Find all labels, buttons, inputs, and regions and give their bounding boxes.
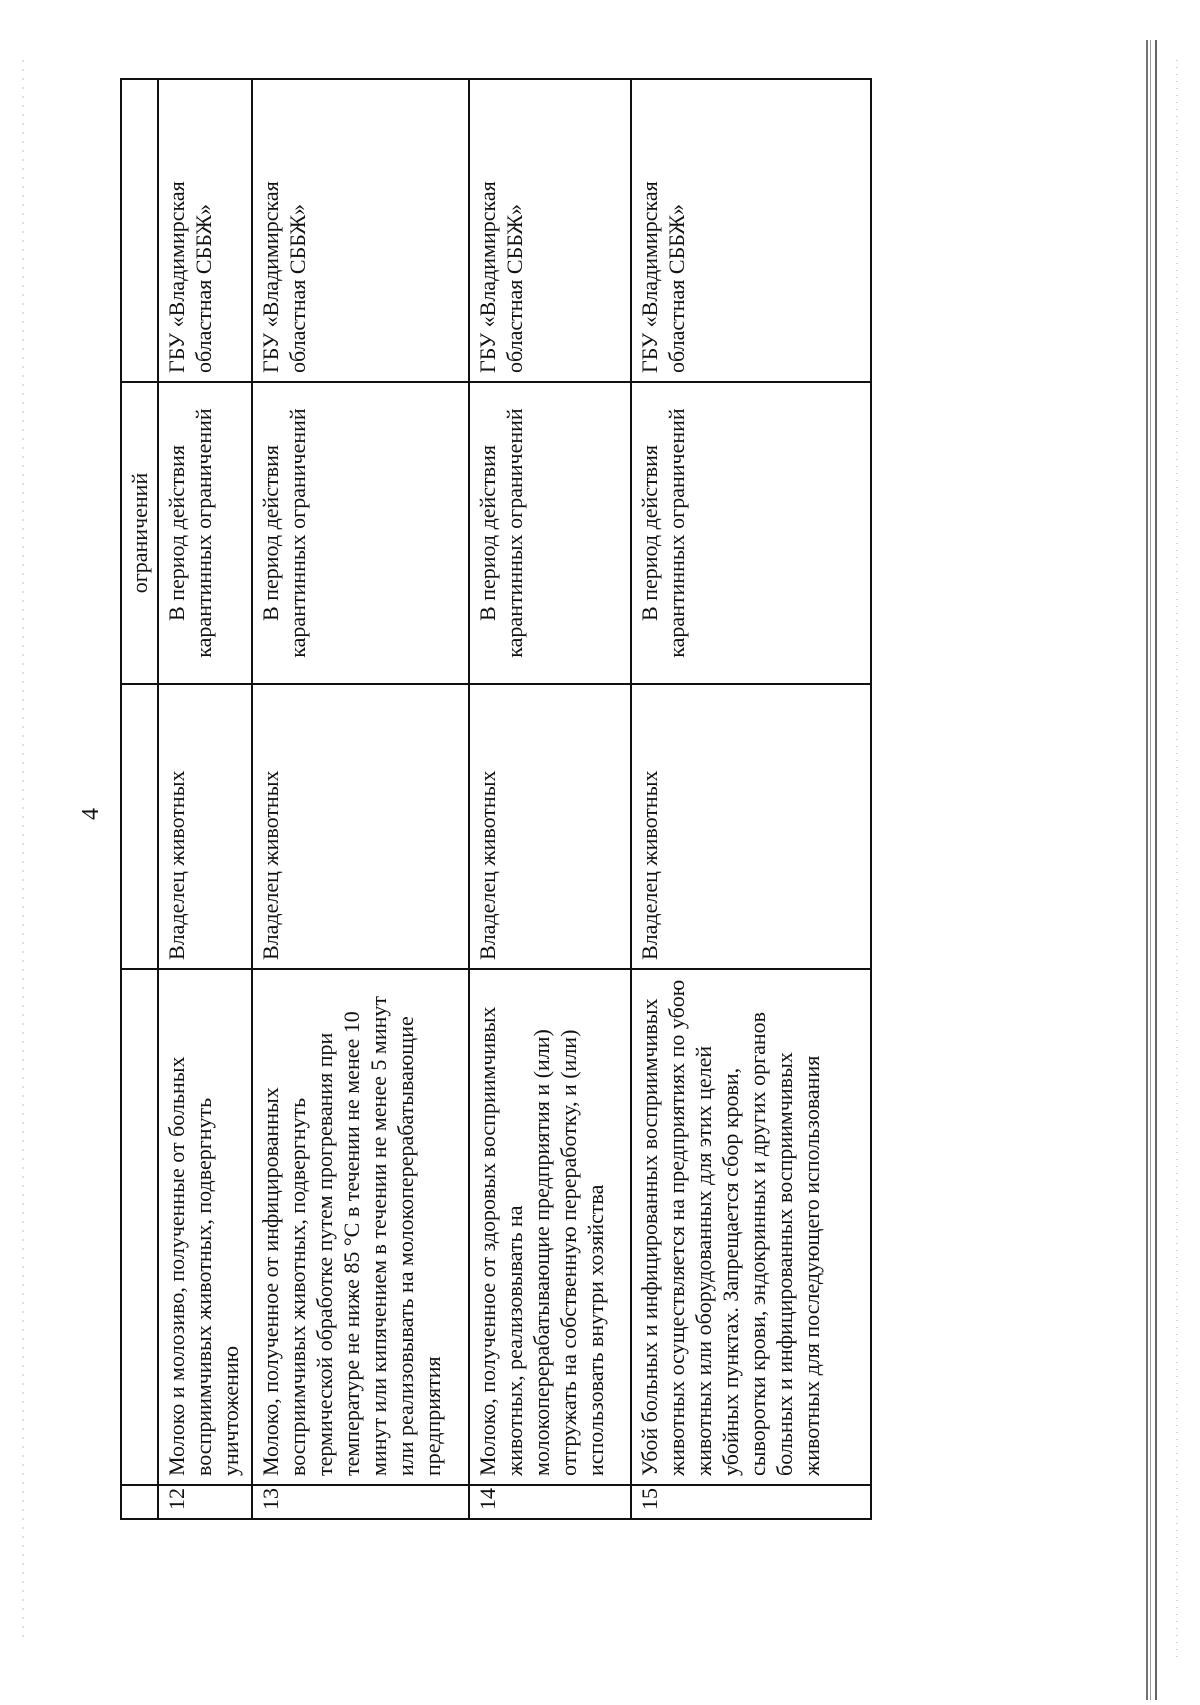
row-number: 13 <box>252 1485 469 1519</box>
measure-text: Убой больных и инфицированных восприимчивых животных осуществляется на предприятиях по убою животных или оборудованных для этих целей убойных пунктах. Запрещается сбор крови, сыворотки крови, эндокринных и других органов больных и инфицированных восприимчивых животных для последующего использования <box>631 969 871 1485</box>
table-header-row <box>121 79 158 1519</box>
table-row <box>158 79 252 1519</box>
header-cell-number <box>121 1485 158 1519</box>
control-text: ГБУ «Владимирская областная СББЖ» <box>252 79 469 382</box>
rotated-document-page <box>78 120 1040 1520</box>
header-cell-measure <box>121 969 158 1485</box>
measure-text: Молоко, полученное от здоровых восприимчивых животных, реализовывать на молокоперерабатывающие предприятия и (или) отгружать на собственную переработку, и (или) использовать внутри хозяйства <box>469 969 631 1485</box>
measures-table <box>120 78 872 1520</box>
table-row <box>252 79 469 1519</box>
responsible-text: Владелец животных <box>158 684 252 969</box>
control-text: ГБУ «Владимирская областная СББЖ» <box>631 79 871 382</box>
header-cell-responsible <box>121 684 158 969</box>
row-number: 12 <box>158 1485 252 1519</box>
period-text: В период действия карантинных ограничений <box>252 382 469 684</box>
measure-text: Молоко и молозиво, полученные от больных восприимчивых животных, подвергнуть уничтожению <box>158 969 252 1485</box>
period-text: В период действия карантинных ограничений <box>631 382 871 684</box>
header-cell-control <box>121 79 158 382</box>
scan-artifact-binding-edge <box>1146 40 1164 1700</box>
measure-text: Молоко, полученное от инфицированных восприимчивых животных, подвергнуть термической обработке путем прогревания при температуре не ниже 85 °С в течении не менее 10 минут или кипячением в течении не менее 5 минут или реализовывать на молокоперерабатывающие предприятия <box>252 969 469 1485</box>
scan-artifact-left-edge <box>22 60 24 1640</box>
table-row <box>631 79 871 1519</box>
responsible-text: Владелец животных <box>631 684 871 969</box>
scan-artifact-right-dust <box>1176 60 1178 1660</box>
responsible-text: Владелец животных <box>252 684 469 969</box>
row-number: 15 <box>631 1485 871 1519</box>
responsible-text: Владелец животных <box>469 684 631 969</box>
control-text: ГБУ «Владимирская областная СББЖ» <box>158 79 252 382</box>
row-number: 14 <box>469 1485 631 1519</box>
control-text: ГБУ «Владимирская областная СББЖ» <box>469 79 631 382</box>
header-cell-period: ограничений <box>121 382 158 684</box>
table-row <box>469 79 631 1519</box>
period-text: В период действия карантинных ограничений <box>158 382 252 684</box>
period-text: В период действия карантинных ограничений <box>469 382 631 684</box>
page-number: 4 <box>78 808 104 820</box>
